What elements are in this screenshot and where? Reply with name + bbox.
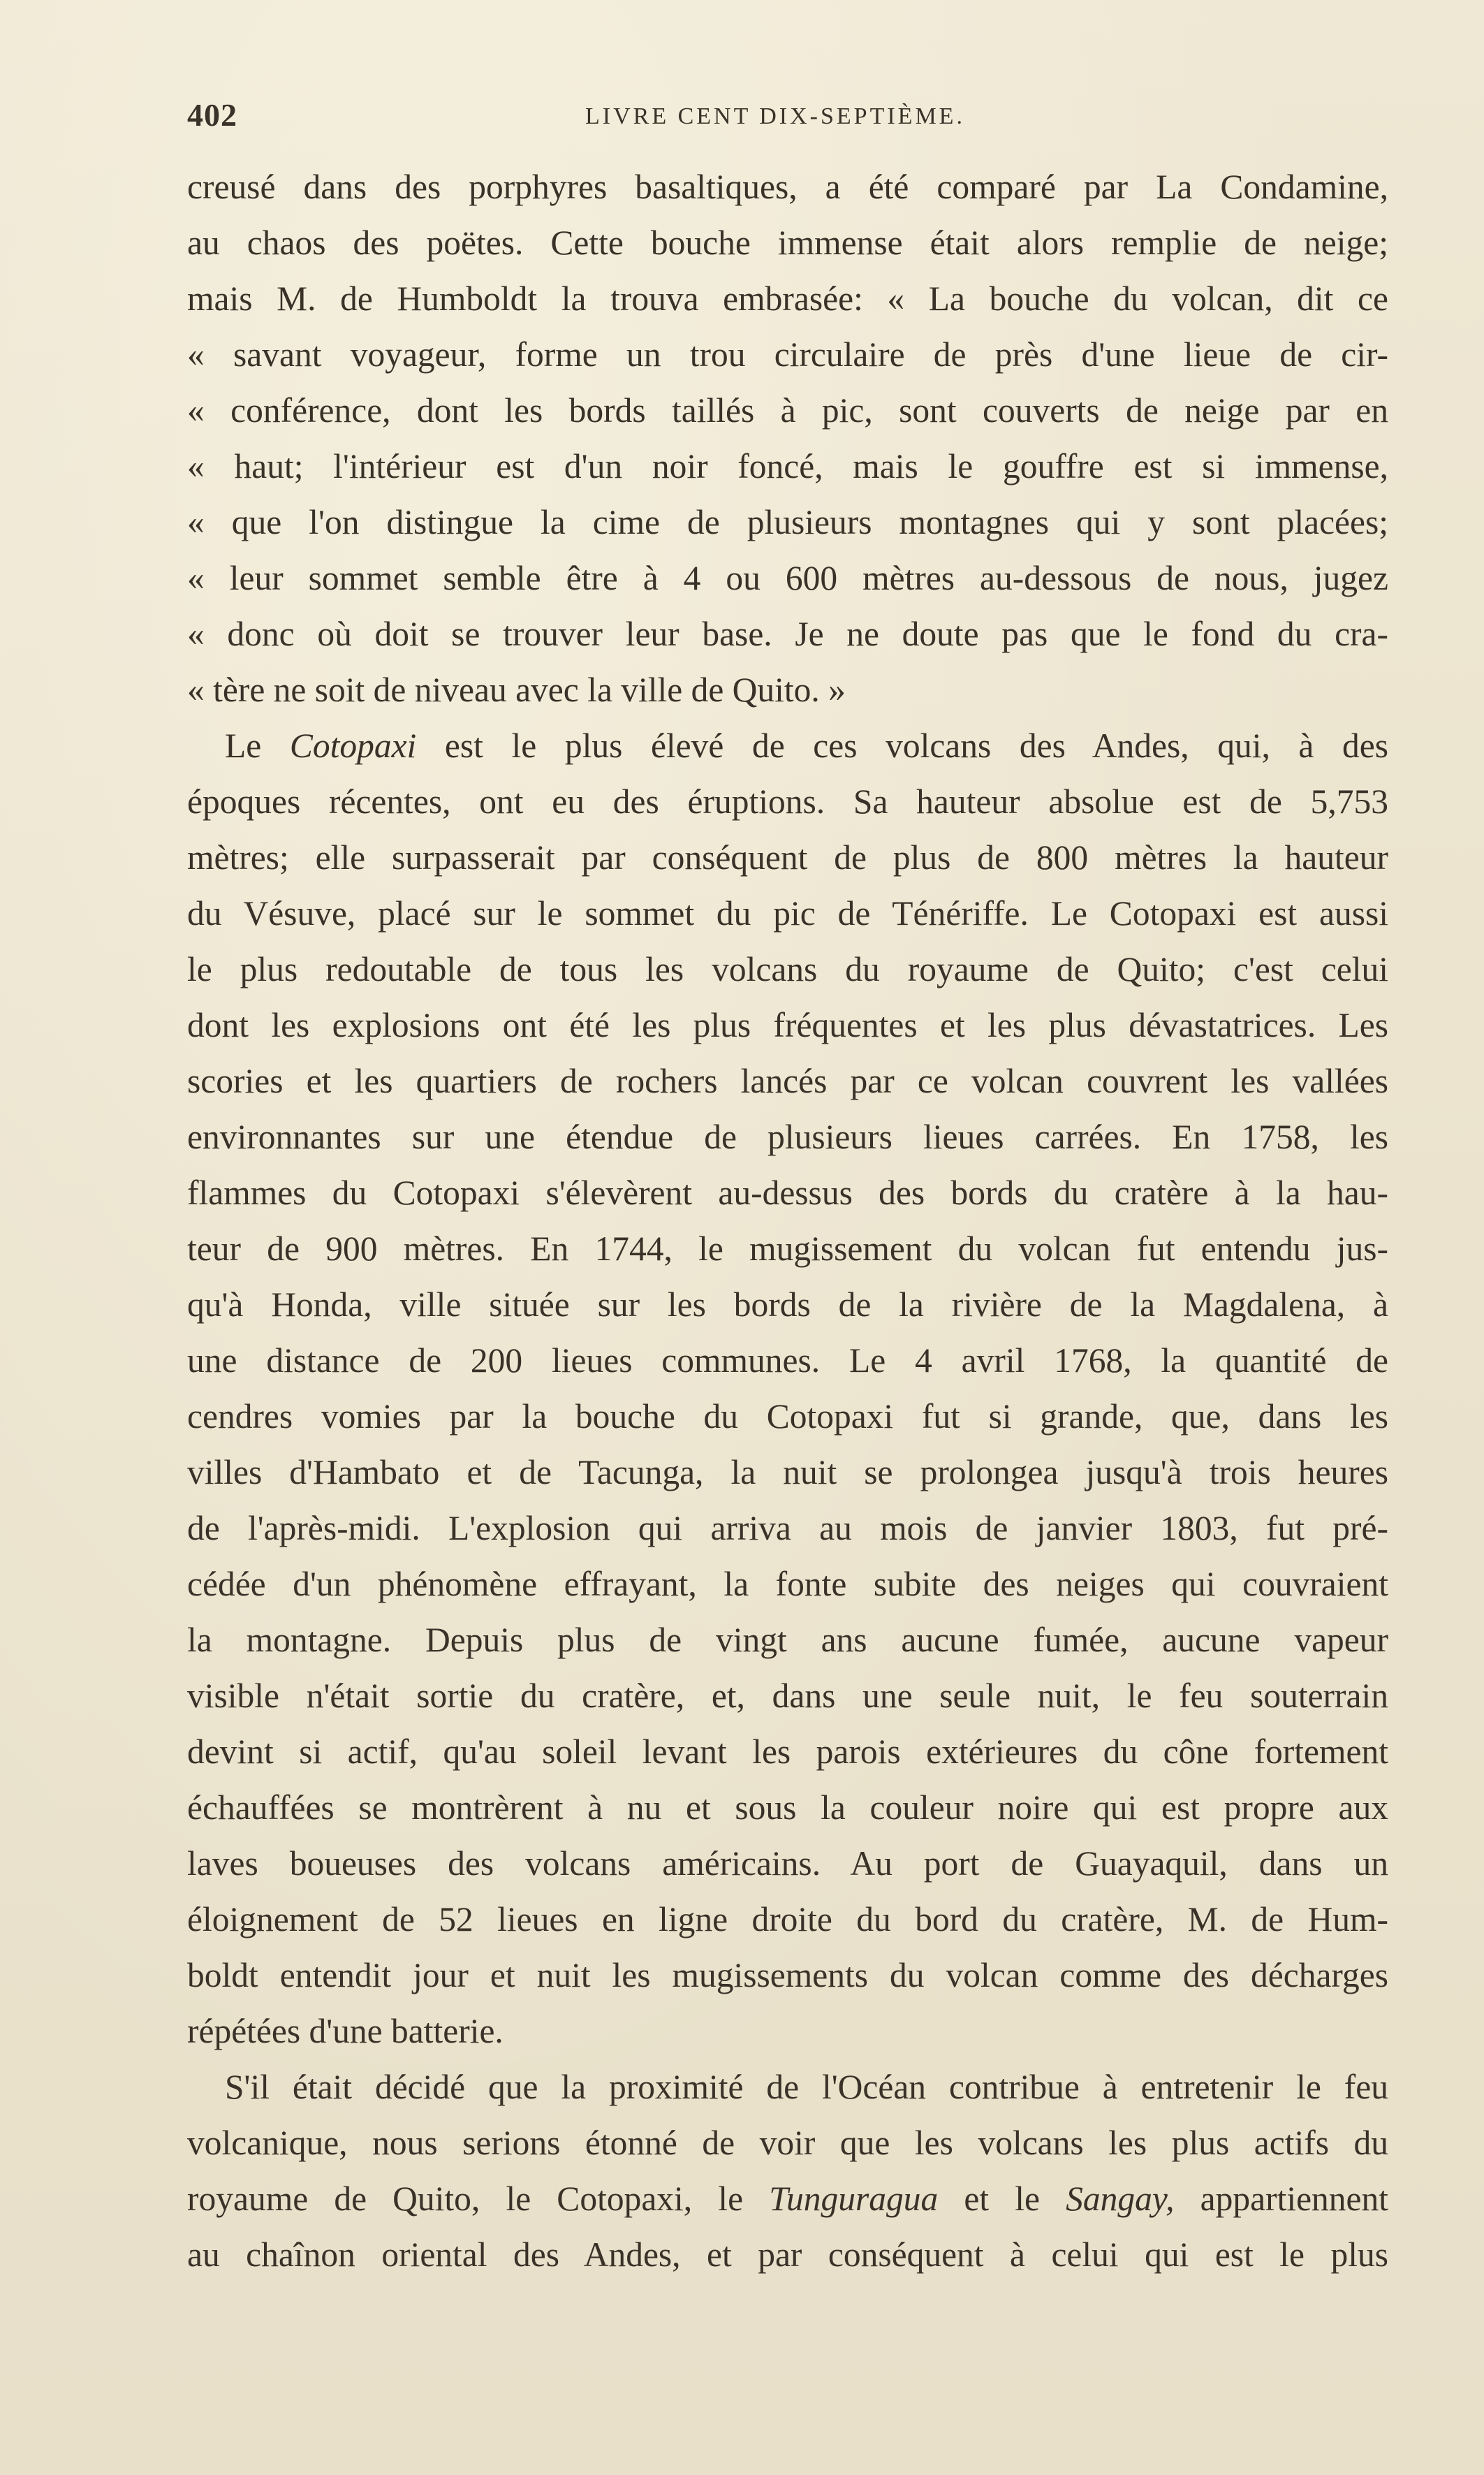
text-line: S'il était décidé que la proximité de l'Océan contribue à entretenir le feu [225,2068,1388,2106]
text-line: de l'après-midi. L'explosion qui arriva au mois de janvier 1803, fut pré- [187,1509,1388,1547]
italic-term: Sangay, [1066,2180,1175,2218]
text-line: « savant voyageur, forme un trou circulaire de près d'une lieue de cir- [187,335,1388,374]
text-segment: appartiennent [1174,2180,1388,2218]
text-line: qu'à Honda, ville située sur les bords de la rivière de la Magdalena, à [187,1285,1388,1324]
text-line: villes d'Hambato et de Tacunga, la nuit se prolongea jusqu'à trois heures [187,1453,1388,1491]
text-line: « leur sommet semble être à 4 ou 600 mètres au-dessous de nous, jugez [187,559,1388,597]
text-line: « que l'on distingue la cime de plusieurs montagnes qui y sont placées; [187,503,1388,541]
text-line [187,2171,1388,2227]
text-line: cédée d'un phénomène effrayant, la fonte subite des neiges qui couvraient [187,1565,1388,1603]
text-line: mètres; elle surpasserait par conséquent de plus de 800 mètres la hauteur [187,838,1388,877]
text-line: répétées d'une batterie. [187,2012,504,2050]
page-number: 402 [187,97,237,133]
body-text [187,159,1388,2283]
text-line: « donc où doit se trouver leur base. Je ne doute pas que le fond du cra- [187,615,1388,653]
text-line: « tère ne soit de niveau avec la ville de Quito. » [187,671,846,709]
text-line: laves boueuses des volcans américains. Au port de Guayaquil, dans un [187,1844,1388,1883]
text-line: « haut; l'intérieur est d'un noir foncé, mais le gouffre est si immense, [187,447,1388,485]
text-line: environnantes sur une étendue de plusieurs lieues carrées. En 1758, les [187,1118,1388,1156]
text-line: le plus redoutable de tous les volcans du royaume de Quito; c'est celui [187,950,1388,988]
text-line: creusé dans des porphyres basaltiques, a été comparé par La Condamine, [187,168,1388,206]
text-line: devint si actif, qu'au soleil levant les parois extérieures du cône fortement [187,1732,1388,1771]
italic-term: Cotopaxi [289,727,417,765]
text-line: époques récentes, ont eu des éruptions. Sa hauteur absolue est de 5,753 [187,782,1388,821]
text-line: boldt entendit jour et nuit les mugissements du volcan comme des décharges [187,1956,1388,1994]
text-segment: royaume de Quito, le Cotopaxi, le [187,2180,770,2218]
text-segment: et le [938,2180,1066,2218]
text-line: une distance de 200 lieues communes. Le 4 avril 1768, la quantité de [187,1341,1388,1380]
text-line: échauffées se montrèrent à nu et sous la couleur noire qui est propre aux [187,1788,1388,1827]
text-line: cendres vomies par la bouche du Cotopaxi fut si grande, que, dans les [187,1397,1388,1436]
text-line: « conférence, dont les bords taillés à pic, sont couverts de neige par en [187,391,1388,430]
text-line: la montagne. Depuis plus de vingt ans aucune fumée, aucune vapeur [187,1621,1388,1659]
text-line: au chaos des poëtes. Cette bouche immense était alors remplie de neige; [187,224,1388,262]
text-line: teur de 900 mètres. En 1744, le mugissement du volcan fut entendu jus- [187,1229,1388,1268]
text-segment: Le [225,727,290,765]
text-line: flammes du Cotopaxi s'élevèrent au-dessus des bords du cratère à la hau- [187,1174,1388,1212]
text-line: du Vésuve, placé sur le sommet du pic de Ténériffe. Le Cotopaxi est aussi [187,894,1388,933]
text-segment: est le plus élevé de ces volcans des Andes, qui, à des [416,727,1388,765]
text-line: dont les explosions ont été les plus fréquentes et les plus dévastatrices. Les [187,1006,1388,1044]
page-header [187,96,1388,138]
italic-term: Tunguragua [769,2180,939,2218]
text-line [187,718,1388,774]
text-line: volcanique, nous serions étonné de voir que les volcans les plus actifs du [187,2124,1388,2162]
text-line: éloignement de 52 lieues en ligne droite du bord du cratère, M. de Hum- [187,1900,1388,1939]
text-line: visible n'était sortie du cratère, et, dans une seule nuit, le feu souterrain [187,1677,1388,1715]
text-line: mais M. de Humboldt la trouva embrasée: « La bouche du volcan, dit ce [187,279,1388,318]
running-title: LIVRE CENT DIX-SEPTIÈME. [585,103,965,129]
text-line: scories et les quartiers de rochers lancés par ce volcan couvrent les vallées [187,1062,1388,1100]
text-line: au chaînon oriental des Andes, et par conséquent à celui qui est le plus [187,2235,1388,2274]
